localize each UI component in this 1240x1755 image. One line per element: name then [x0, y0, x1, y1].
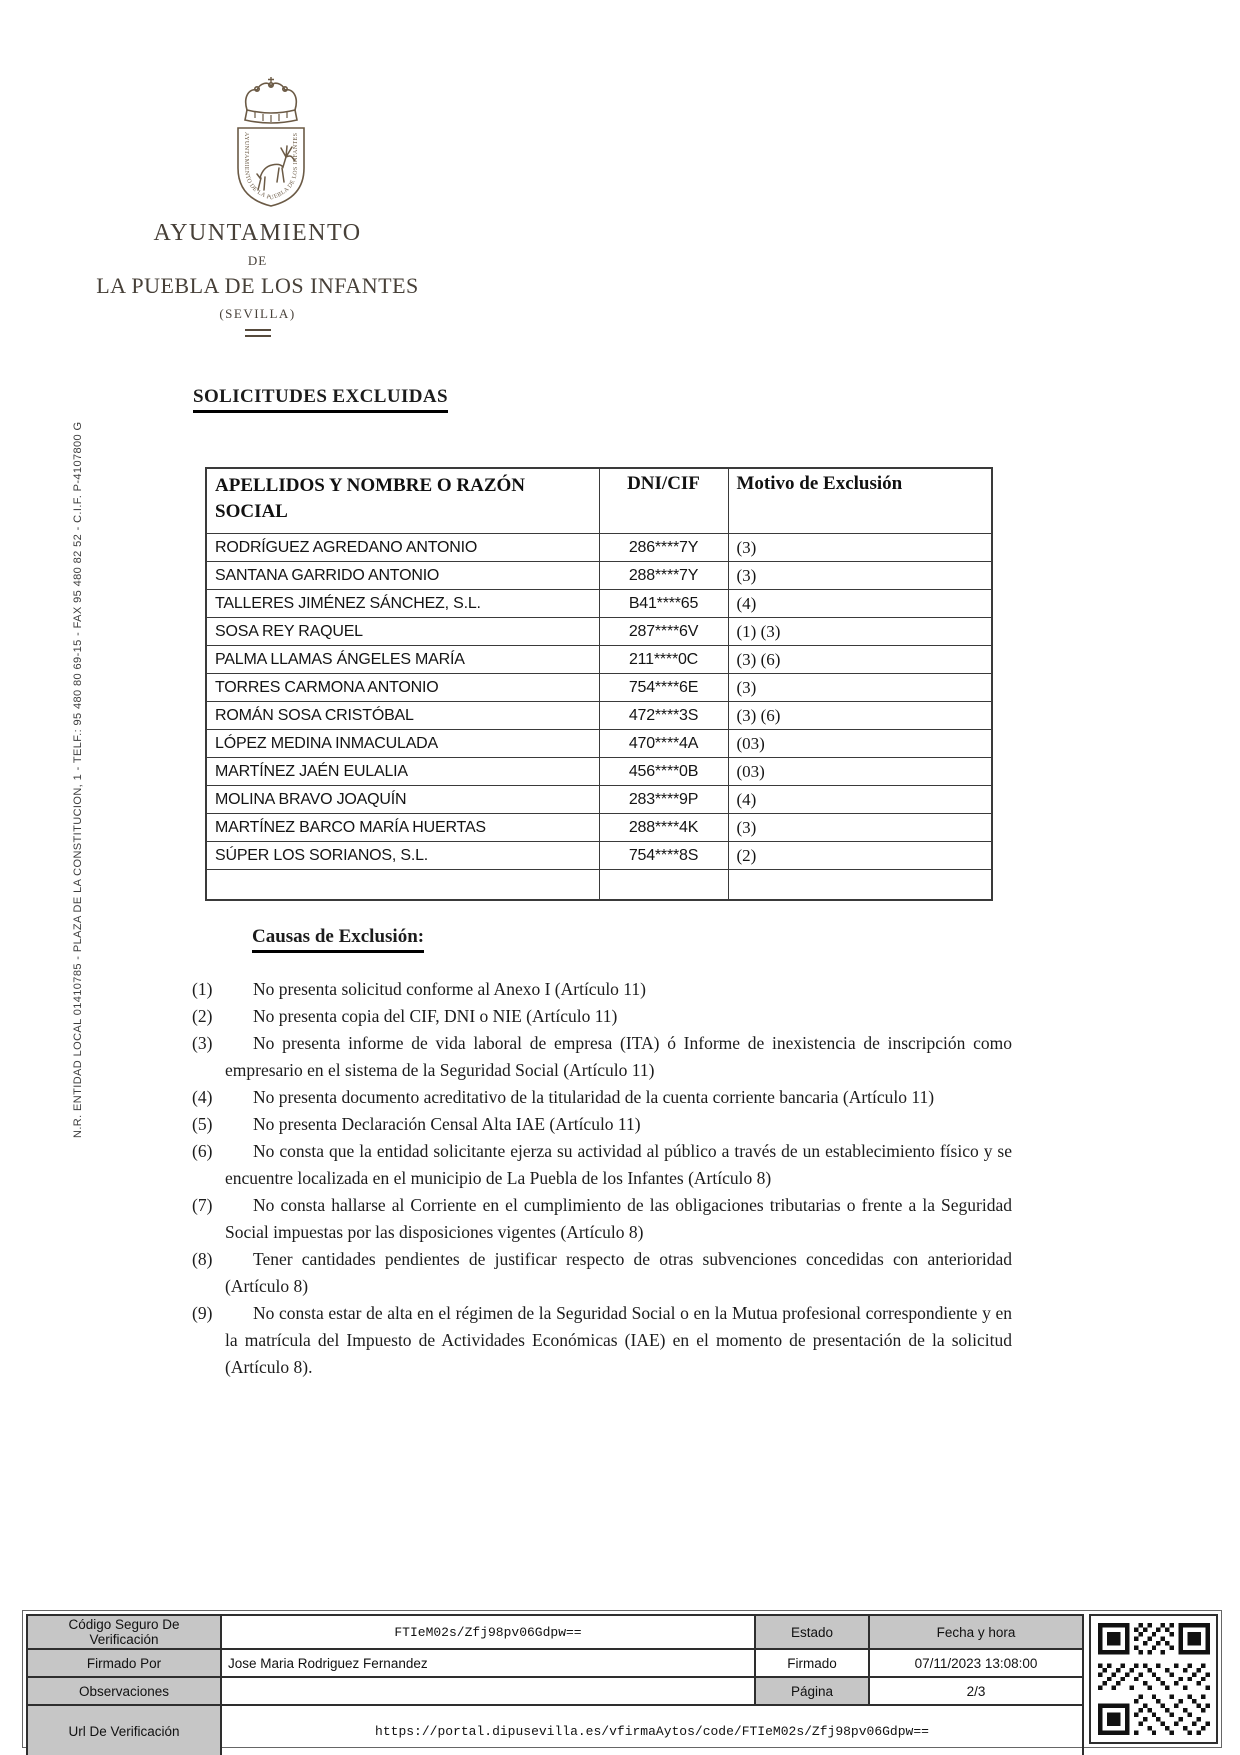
exclusion-reason: (3) — [728, 814, 992, 842]
applicant-name: SANTANA GARRIDO ANTONIO — [206, 562, 599, 590]
list-item — [192, 1030, 1012, 1084]
list-item — [192, 1192, 1012, 1246]
table-row — [206, 674, 992, 702]
item-text: Tener cantidades pendientes de justificar respecto de otras subvenciones concedidas con anterioridad (Artículo 8) — [225, 1249, 1012, 1296]
applicant-dni: 754****8S — [599, 842, 728, 870]
table-row — [206, 534, 992, 562]
qr-code-box — [1089, 1614, 1218, 1744]
list-item — [192, 1138, 1012, 1192]
url-value: https://portal.dipusevilla.es/vfirmaAytos/code/FTIeM02s/Zfj98pv06Gdpw== — [221, 1705, 1083, 1755]
applicant-name: TALLERES JIMÉNEZ SÁNCHEZ, S.L. — [206, 590, 599, 618]
list-item — [192, 1300, 1012, 1381]
table-row — [206, 590, 992, 618]
applicant-dni: 211****0C — [599, 646, 728, 674]
applicant-dni: 288****7Y — [599, 562, 728, 590]
applicant-name: LÓPEZ MEDINA INMACULADA — [206, 730, 599, 758]
table-row — [206, 646, 992, 674]
exclusion-reason: (03) — [728, 730, 992, 758]
table-row — [206, 814, 992, 842]
list-item — [192, 976, 1012, 1003]
excluded-applications-table — [205, 467, 993, 901]
item-number: (8) — [192, 1249, 213, 1269]
applicant-dni: 470****4A — [599, 730, 728, 758]
applicant-dni: B41****65 — [599, 590, 728, 618]
exclusion-reason: (03) — [728, 758, 992, 786]
causes-list — [192, 976, 1012, 1381]
url-label: Url De Verificación — [27, 1705, 221, 1755]
exclusion-reason: (3) (6) — [728, 646, 992, 674]
org-header — [90, 220, 425, 337]
exclusion-reason: (4) — [728, 786, 992, 814]
column-header-motivo: Motivo de Exclusión — [728, 468, 992, 534]
firmado-label: Firmado Por — [27, 1649, 221, 1677]
org-name-line1: AYUNTAMIENTO — [153, 220, 362, 246]
column-header-name: APELLIDOS Y NOMBRE O RAZÓN SOCIAL — [206, 468, 599, 534]
applicant-name: MARTÍNEZ JAÉN EULALIA — [206, 758, 599, 786]
list-item — [192, 1003, 1012, 1030]
applicant-dni — [599, 870, 728, 901]
org-name-line3: LA PUEBLA DE LOS INFANTES — [96, 273, 419, 298]
exclusion-reason: (2) — [728, 842, 992, 870]
table-row-empty — [206, 870, 992, 901]
item-number: (1) — [192, 979, 213, 999]
item-text: No presenta informe de vida laboral de empresa (ITA) ó Informe de inexistencia de inscripción como empresario en el sistema de la Seguridad Social (Artículo 11) — [225, 1033, 1012, 1080]
item-number: (2) — [192, 1006, 213, 1026]
table-row — [206, 730, 992, 758]
table-row — [206, 842, 992, 870]
item-text: No consta que la entidad solicitante ejerza su actividad al público a través de un establecimiento físico y se encuentre localizada en el municipio de La Puebla de los Infantes (Artículo 8) — [225, 1141, 1012, 1188]
applicant-dni: 287****6V — [599, 618, 728, 646]
applicant-dni: 754****6E — [599, 674, 728, 702]
table-row — [206, 618, 992, 646]
applicant-name: SÚPER LOS SORIANOS, S.L. — [206, 842, 599, 870]
applicant-name: PALMA LLAMAS ÁNGELES MARÍA — [206, 646, 599, 674]
item-number: (6) — [192, 1141, 213, 1161]
fecha-value: 07/11/2023 13:08:00 — [869, 1649, 1083, 1677]
list-item — [192, 1111, 1012, 1138]
applicant-name: MARTÍNEZ BARCO MARÍA HUERTAS — [206, 814, 599, 842]
item-number: (4) — [192, 1087, 213, 1107]
page-title: SOLICITUDES EXCLUIDAS — [193, 386, 448, 413]
applicant-dni: 472****3S — [599, 702, 728, 730]
qr-code-icon — [1098, 1623, 1210, 1735]
table-row — [206, 758, 992, 786]
column-header-dni: DNI/CIF — [599, 468, 728, 534]
item-text: No presenta documento acreditativo de la titularidad de la cuenta corriente bancaria (Artículo 11) — [253, 1087, 935, 1107]
exclusion-reason: (1) (3) — [728, 618, 992, 646]
coat-of-arms-icon — [228, 76, 314, 210]
crest-motto-text: AYUNTAMIENTO DE LA PUEBLA DE LOS INFANTES — [242, 132, 300, 202]
exclusion-reason: (3) — [728, 534, 992, 562]
list-item — [192, 1084, 1012, 1111]
pagina-label: Página — [755, 1677, 869, 1705]
observaciones-label: Observaciones — [27, 1677, 221, 1705]
exclusion-reason: (3) — [728, 562, 992, 590]
estado-header: Estado — [755, 1615, 869, 1649]
applicant-name: RODRÍGUEZ AGREDANO ANTONIO — [206, 534, 599, 562]
org-province: (SEVILLA) — [219, 306, 296, 321]
entity-registry-sidebar-text: N.R. ENTIDAD LOCAL 01410785 - PLAZA DE LA CONSTITUCION, 1 - TELF.: 95 480 80 69-15 - FAX 95 480 82 52 - C.I.F. P-4107800 G — [72, 421, 84, 1138]
applicant-name: SOSA REY RAQUEL — [206, 618, 599, 646]
item-text: No consta hallarse al Corriente en el cumplimiento de las obligaciones tributarias o frente a la Seguridad Social impuestas por las disposiciones vigentes (Artículo 8) — [225, 1195, 1012, 1242]
pagina-value: 2/3 — [869, 1677, 1083, 1705]
applicant-name: ROMÁN SOSA CRISTÓBAL — [206, 702, 599, 730]
exclusion-reason: (3) — [728, 674, 992, 702]
applicant-name — [206, 870, 599, 901]
item-text: No presenta solicitud conforme al Anexo I (Artículo 11) — [253, 979, 646, 999]
item-number: (5) — [192, 1114, 213, 1134]
item-text: No consta estar de alta en el régimen de la Seguridad Social o en la Mutua profesional correspondiente y en la matrícula del Impuesto de Actividades Económicas (IAE) en el momento de presentación de la solicitud (Artículo 8). — [225, 1303, 1012, 1377]
csv-label: Código Seguro De Verificación — [27, 1615, 221, 1649]
signature-verification-footer — [22, 1610, 1222, 1748]
table-row — [206, 562, 992, 590]
table-header-row — [206, 468, 992, 534]
applicant-dni: 456****0B — [599, 758, 728, 786]
table-row — [206, 702, 992, 730]
org-name-line2: DE — [247, 253, 268, 268]
header-divider-mark — [245, 329, 271, 337]
fecha-header: Fecha y hora — [869, 1615, 1083, 1649]
exclusion-reason — [728, 870, 992, 901]
item-text: No presenta Declaración Censal Alta IAE (Artículo 11) — [253, 1114, 641, 1134]
applicant-dni: 288****4K — [599, 814, 728, 842]
applicant-name: TORRES CARMONA ANTONIO — [206, 674, 599, 702]
item-text: No presenta copia del CIF, DNI o NIE (Artículo 11) — [253, 1006, 618, 1026]
firmado-value: Jose Maria Rodriguez Fernandez — [221, 1649, 755, 1677]
exclusion-reason: (4) — [728, 590, 992, 618]
causes-heading: Causas de Exclusión: — [252, 926, 424, 953]
applicant-dni: 286****7Y — [599, 534, 728, 562]
item-number: (7) — [192, 1195, 213, 1215]
applicant-dni: 283****9P — [599, 786, 728, 814]
table-row — [206, 786, 992, 814]
item-number: (3) — [192, 1033, 213, 1053]
verification-table — [26, 1614, 1084, 1755]
item-number: (9) — [192, 1303, 213, 1323]
list-item — [192, 1246, 1012, 1300]
applicant-name: MOLINA BRAVO JOAQUÍN — [206, 786, 599, 814]
exclusion-reason: (3) (6) — [728, 702, 992, 730]
csv-value: FTIeM02s/Zfj98pv06Gdpw== — [221, 1615, 755, 1649]
estado-value: Firmado — [755, 1649, 869, 1677]
observaciones-value — [221, 1677, 755, 1705]
